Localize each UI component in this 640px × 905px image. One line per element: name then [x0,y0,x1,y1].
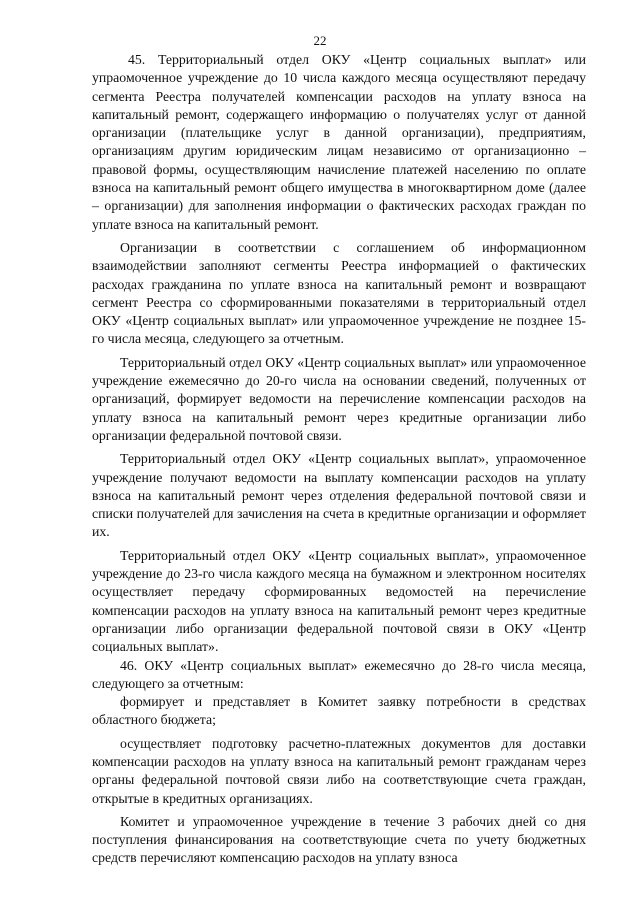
document-body [92,51,586,868]
paragraph-statements: Территориальный отдел ОКУ «Центр социальных выплат» или упраомоченное учреждение ежемесячно до 20-го числа на основании сведений, полученных от организаций, формирует ведомости на перечисление компенсации расходов на уплату взноса на капитальный ремонт через кредитные организации либо организации федеральной почтовой связи. [92,354,586,443]
paragraph-committee: Комитет и упраомоченное учреждение в течение 3 рабочих дней со дня поступления финансирования на соответствующие счета по учету бюджетных средств перечисляют компенсацию расходов на уплату взноса [92,813,586,866]
paragraph-transfer: Территориальный отдел ОКУ «Центр социальных выплат», упраомоченное учреждение до 23-го числа каждого месяца на бумажном и электронном носителях осуществляет передачу сформированных ведомостей на перечисление компенсации расходов на уплату взноса на капитальный ремонт через кредитные организации либо организации федеральной почтовой связи в ОКУ «Центр социальных выплат». [92,547,586,655]
paragraph-organizations: Организации в соответствии с соглашением об информационном взаимодействии заполняют сегменты Реестра информацией о фактических расходах гражданина по уплате взноса на капитальный ремонт и возвращают сегмент Реестра со сформированными показателями в территориальный отдел ОКУ «Центр социальных выплат» или упраомоченное учреждение не позднее 15-го числа месяца, следующего за отчетным. [92,239,586,347]
paragraph-payment-docs: осуществляет подготовку расчетно-платежных документов для доставки компенсации расходов на уплату взноса на капитальный ремонт гражданам через органы федеральной почтовой связи либо на соответствующие счета граждан, открытые в кредитных организациях. [92,735,586,806]
paragraph-45: 45. Территориальный отдел ОКУ «Центр социальных выплат» или упраомоченное учреждение до 10 числа каждого месяца осуществляют передачу сегмента Реестра получателей компенсации расходов на уплату взноса на капитальный ремонт, содержащего информацию о получателях услуг от данной организации (плательщике услуг в данной организации), предприятиям, организациям другим юридическим лицам независимо от организационно – правовой формы, осуществляющим начисление платежей населению по оплате взноса на капитальный ремонт общего имущества в многоквартирном доме (далее – организации) для заполнения информации о фактических расходах граждан по уплате взноса на капитальный ремонт. [92,52,586,232]
page-number: 22 [313,33,327,48]
paragraph-postal: Территориальный отдел ОКУ «Центр социальных выплат», упраомоченное учреждение получают ведомости на выплату компенсации расходов на уплату взноса на капитальный ремонт через отделения федеральной почтовой связи и списки получателей для зачисления на счета в кредитные организации и оформляет их. [92,451,586,540]
paragraph-request: формирует и представляет в Комитет заявку потребности в средствах областного бюджета; [92,694,586,728]
paragraph-46: 46. ОКУ «Центр социальных выплат» ежемесячно до 28-го числа месяца, следующего за отчетным: [92,657,586,691]
